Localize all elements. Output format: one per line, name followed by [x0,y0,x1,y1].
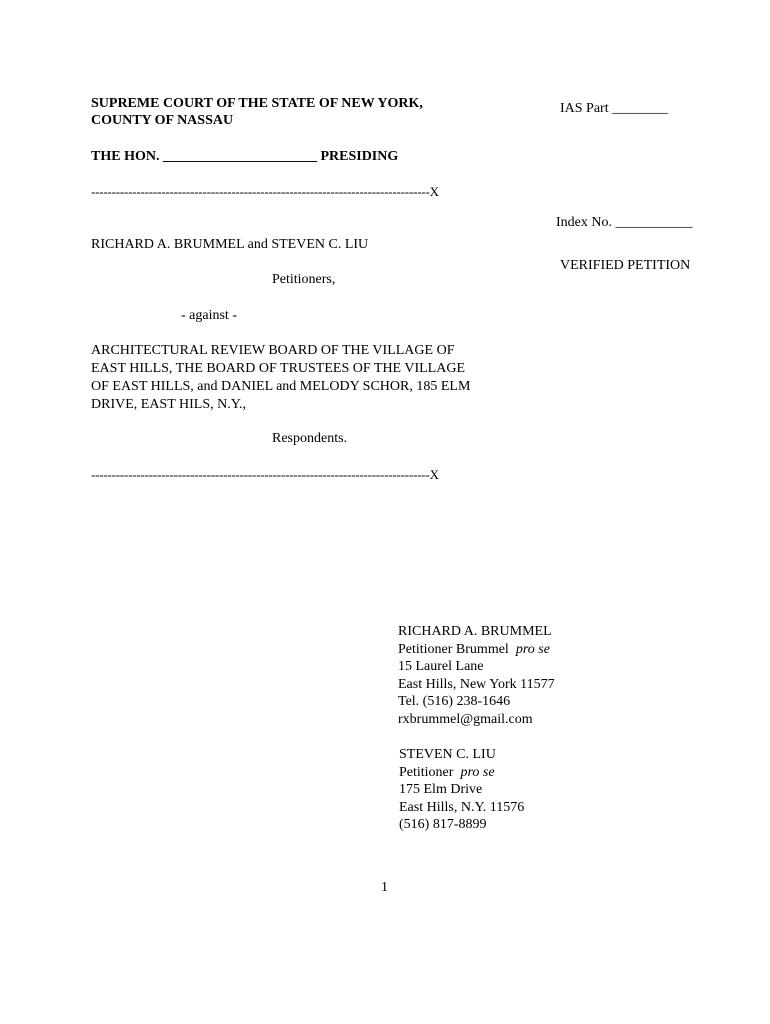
index-number: Index No. ___________ [556,215,693,230]
respondent-line-2: EAST HILLS, THE BOARD OF TRUSTEES OF THE VILLAGE [91,361,466,376]
petitioners-label: Petitioners, [272,272,336,287]
signatory-name: STEVEN C. LIU [399,747,496,762]
document-title: VERIFIED PETITION [560,258,691,273]
signatory-address-city: East Hills, New York 11577 [398,676,555,692]
court-name-line2: COUNTY OF NASSAU [91,113,234,128]
ias-part: IAS Part ________ [560,101,669,116]
signatory-liu [399,746,524,834]
respondent-line-1: ARCHITECTURAL REVIEW BOARD OF THE VILLAGE OF [91,343,455,358]
justice-line: THE HON. ______________________ PRESIDING [91,149,399,164]
signatory-address-street: 175 Elm Drive [399,782,483,798]
respondents-label: Respondents. [272,431,348,446]
pro-se: pro se [460,764,495,780]
signatory-phone: Tel. (516) 238-1646 [398,694,511,710]
signatory-email: rxbrummel@gmail.com [398,711,533,727]
page-number: 1 [381,880,388,895]
respondent-line-3: OF EAST HILLS, and DANIEL and MELODY SCHOR, 185 ELM [91,379,471,394]
pro-se: pro se [515,641,550,657]
signatory-address-street: 15 Laurel Lane [398,659,484,675]
respondent-line-4: DRIVE, EAST HILS, N.Y., [91,397,247,412]
against-text: - against - [181,308,237,323]
petitioner-names: RICHARD A. BRUMMEL and STEVEN C. LIU [91,237,369,252]
signatory-role: Petitioner Brummel pro se [398,641,550,657]
separator-bottom: ----------------------------------------------------------------------------------X [91,467,439,482]
signatory-phone: (516) 817-8899 [399,817,487,833]
signatory-name: RICHARD A. BRUMMEL [398,624,552,639]
court-name-line1: SUPREME COURT OF THE STATE OF NEW YORK, [91,96,423,111]
signatory-role: Petitioner pro se [399,764,495,780]
signatory-brummel [398,623,555,729]
signatory-address-city: East Hills, N.Y. 11576 [399,799,525,815]
separator-top: ----------------------------------------------------------------------------------X [91,184,439,199]
